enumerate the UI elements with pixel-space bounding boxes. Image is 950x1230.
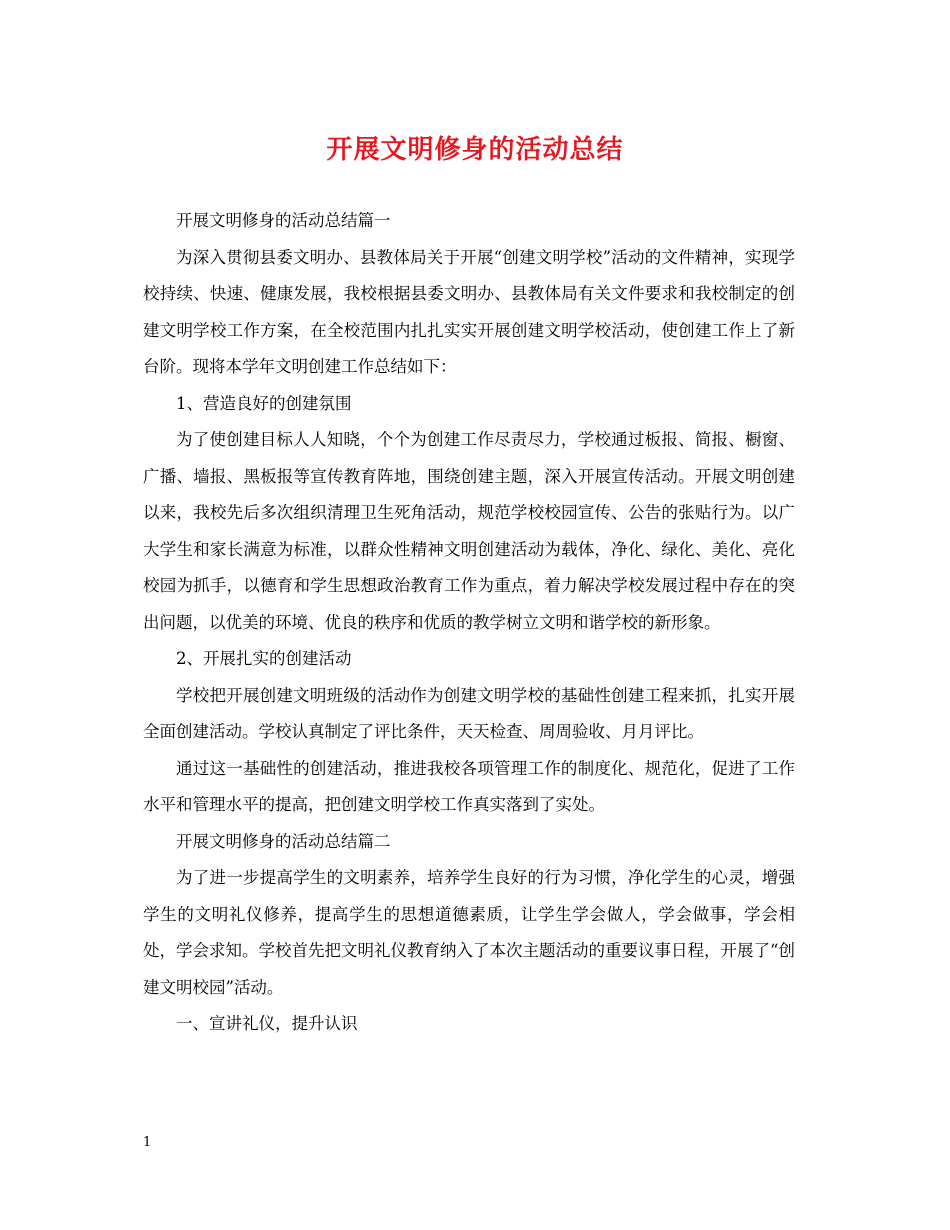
paragraph: 通过这一基础性的创建活动，推进我校各项管理工作的制度化、规范化，促进了工作水平和管理水平的提高，把创建文明学校工作真实落到了实处。: [143, 758, 795, 814]
paragraph: 为了进一步提高学生的文明素养，培养学生良好的行为习惯，净化学生的心灵，增强学生的文明礼仪修养，提高学生的思想道德素质，让学生学会做人，学会做事，学会相处，学会求知。学校首先把文明礼仪教育纳入了本次主题活动的重要议事日程，开展了“创建文明校园”活动。: [143, 868, 795, 997]
document-body: [143, 203, 795, 1043]
subheading-1: 1、营造良好的创建氛围: [176, 393, 352, 413]
paragraph: 为了使创建目标人人知晓，个个为创建工作尽责尽力，学校通过板报、简报、橱窗、广播、墙报、黑板报等宣传教育阵地，围绕创建主题，深入开展宣传活动。开展文明创建以来，我校先后多次组织清理卫生死角活动，规范学校校园宣传、公告的张贴行为。以广大学生和家长满意为标准，以群众性精神文明创建活动为载体，净化、绿化、美化、亮化校园为抓手，以德育和学生思想政治教育工作为重点，着力解决学校发展过程中存在的突出问题，以优美的环境、优良的秩序和优质的教学树立文明和谐学校的新形象。: [143, 430, 795, 632]
subheading-3: 一、宣讲礼仪，提升认识: [176, 1014, 358, 1033]
page-number: 1: [143, 1135, 152, 1150]
section-heading-2: 开展文明修身的活动总结篇二: [176, 831, 391, 851]
subheading-2: 2、开展扎实的创建活动: [176, 649, 352, 668]
section-heading-1: 开展文明修身的活动总结篇一: [176, 211, 391, 230]
document-title: 开展文明修身的活动总结: [326, 135, 624, 165]
paragraph: 为深入贯彻县委文明办、县教体局关于开展“创建文明学校”活动的文件精神，实现学校持续、快速、健康发展，我校根据县委文明办、县教体局有关文件要求和我校制定的创建文明学校工作方案，在全校范围内扎扎实实开展创建文明学校活动，使创建工作上了新台阶。现将本学年文明创建工作总结如下：: [143, 247, 795, 376]
paragraph: 学校把开展创建文明班级的活动作为创建文明学校的基础性创建工程来抓，扎实开展全面创建活动。学校认真制定了评比条件，天天检查、周周验收、月月评比。: [143, 685, 795, 741]
